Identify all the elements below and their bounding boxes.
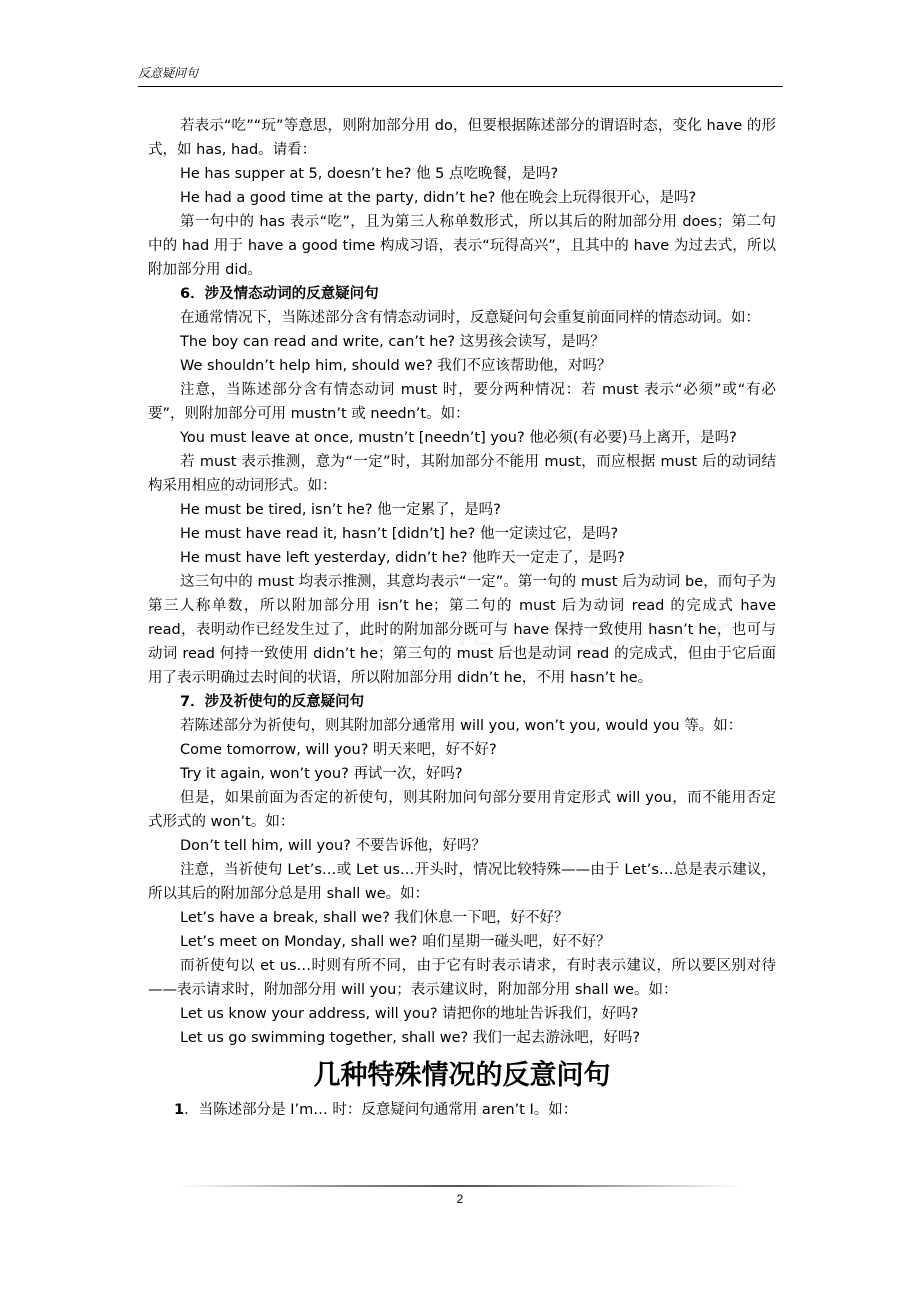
header-title: 反意疑问句	[138, 66, 199, 80]
paragraph: 若陈述部分为祈使句，则其附加部分通常用 will you, won’t you, would you 等。如：	[180, 718, 743, 734]
example-sentence: Try it again, won’t you? 再试一次，好吗?	[180, 766, 463, 782]
example-sentence: You must leave at once, mustn’t [needn’t] you? 他必须(有必要)马上离开，是吗?	[180, 430, 737, 446]
paragraph: 这三句中的 must 均表示推测，其意均表示“一定”。第一句的 must 后为动词 be，而句子为第三人称单数，所以附加部分用 isn’t he；第二句的 must 后为动词 read 的完成式 have read，表明动作已经发生过了，此时的附加部分既可与 have 保持一致使用 hasn’t he，也可与动词 read 何持一致使用 didn’t he；第三句的 must 后也是动词 read 的完成式，但由于它后面用了表示明确过去时间的状语，所以附加部分用 didn’t he，不用 hasn’t he。	[148, 574, 776, 686]
section-item-1	[148, 1098, 776, 1122]
document-body	[148, 114, 776, 1122]
paragraph: 注意，当祈使句 Let’s…或 Let us…开头时，情况比较特殊——由于 Let’s…总是表示建议，所以其后的附加部分总是用 shall we。如：	[148, 862, 776, 902]
footer-divider	[180, 1185, 740, 1187]
example-sentence: He must be tired, isn’t he? 他一定累了，是吗?	[180, 502, 501, 518]
section-item-1-text: ．当陈述部分是 I’m… 时：反意疑问句通常用 aren’t I。如：	[184, 1102, 578, 1118]
paragraph: 若表示“吃”“玩”等意思，则附加部分用 do，但要根据陈述部分的谓语时态，变化 have 的形式，如 has, had。请看：	[148, 118, 776, 158]
paragraph: 但是，如果前面为否定的祈使句，则其附加问句部分要用肯定形式 will you，而不能用否定式形式的 won’t。如：	[148, 790, 776, 830]
paragraph: 而祈使句以 et us…时则有所不同，由于它有时表示请求，有时表示建议，所以要区别对待——表示请求时，附加部分用 will you；表示建议时，附加部分用 shall we。如：	[148, 958, 776, 998]
paragraph: 若 must 表示推测，意为“一定”时，其附加部分不能用 must，而应根据 must 后的动词结构采用相应的动词形式。如：	[148, 454, 776, 494]
section-title: 几种特殊情况的反意问句	[313, 1060, 611, 1091]
example-sentence: Don’t tell him, will you? 不要告诉他，好吗？	[180, 838, 486, 854]
paragraph: 注意，当陈述部分含有情态动词 must 时，要分两种情况：若 must 表示“必须”或“有必要”，则附加部分可用 mustn’t 或 needn’t。如：	[148, 382, 776, 422]
example-sentence: He had a good time at the party, didn’t he? 他在晚会上玩得很开心，是吗?	[180, 190, 697, 206]
example-sentence: He must have read it, hasn’t [didn’t] he? 他一定读过它，是吗?	[180, 526, 619, 542]
subheading-7: 7．涉及祈使句的反意疑问句	[180, 694, 365, 710]
example-sentence: Let us go swimming together, shall we? 我们一起去游泳吧，好吗?	[180, 1030, 641, 1046]
example-sentence: Let’s have a break, shall we? 我们休息一下吧，好不好？	[180, 910, 569, 926]
example-sentence: We shouldn’t help him, should we? 我们不应该帮助他，对吗？	[180, 358, 612, 374]
section-item-1-number: 1	[174, 1102, 185, 1118]
paragraph: 在通常情况下，当陈述部分含有情态动词时，反意疑问句会重复前面同样的情态动词。如：	[180, 310, 760, 326]
example-sentence: Let us know your address, will you? 请把你的地址告诉我们，好吗?	[180, 1006, 639, 1022]
example-sentence: Come tomorrow, will you? 明天来吧，好不好?	[180, 742, 497, 758]
example-sentence: Let’s meet on Monday, shall we? 咱们星期一碰头吧，好不好？	[180, 934, 611, 950]
page-number: 2	[456, 1192, 464, 1206]
example-sentence: The boy can read and write, can’t he? 这男孩会读写，是吗？	[180, 334, 605, 350]
example-sentence: He must have left yesterday, didn’t he? 他昨天一定走了，是吗?	[180, 550, 625, 566]
page-header	[138, 64, 783, 87]
subheading-6: 6．涉及情态动词的反意疑问句	[180, 286, 379, 302]
paragraph: 第一句中的 has 表示“吃”，且为第三人称单数形式，所以其后的附加部分用 does；第二句中的 had 用于 have a good time 构成习语，表示“玩得高兴”，且其中的 have 为过去式，所以附加部分用 did。	[148, 214, 776, 278]
example-sentence: He has supper at 5, doesn’t he? 他 5 点吃晚餐，是吗?	[180, 166, 559, 182]
